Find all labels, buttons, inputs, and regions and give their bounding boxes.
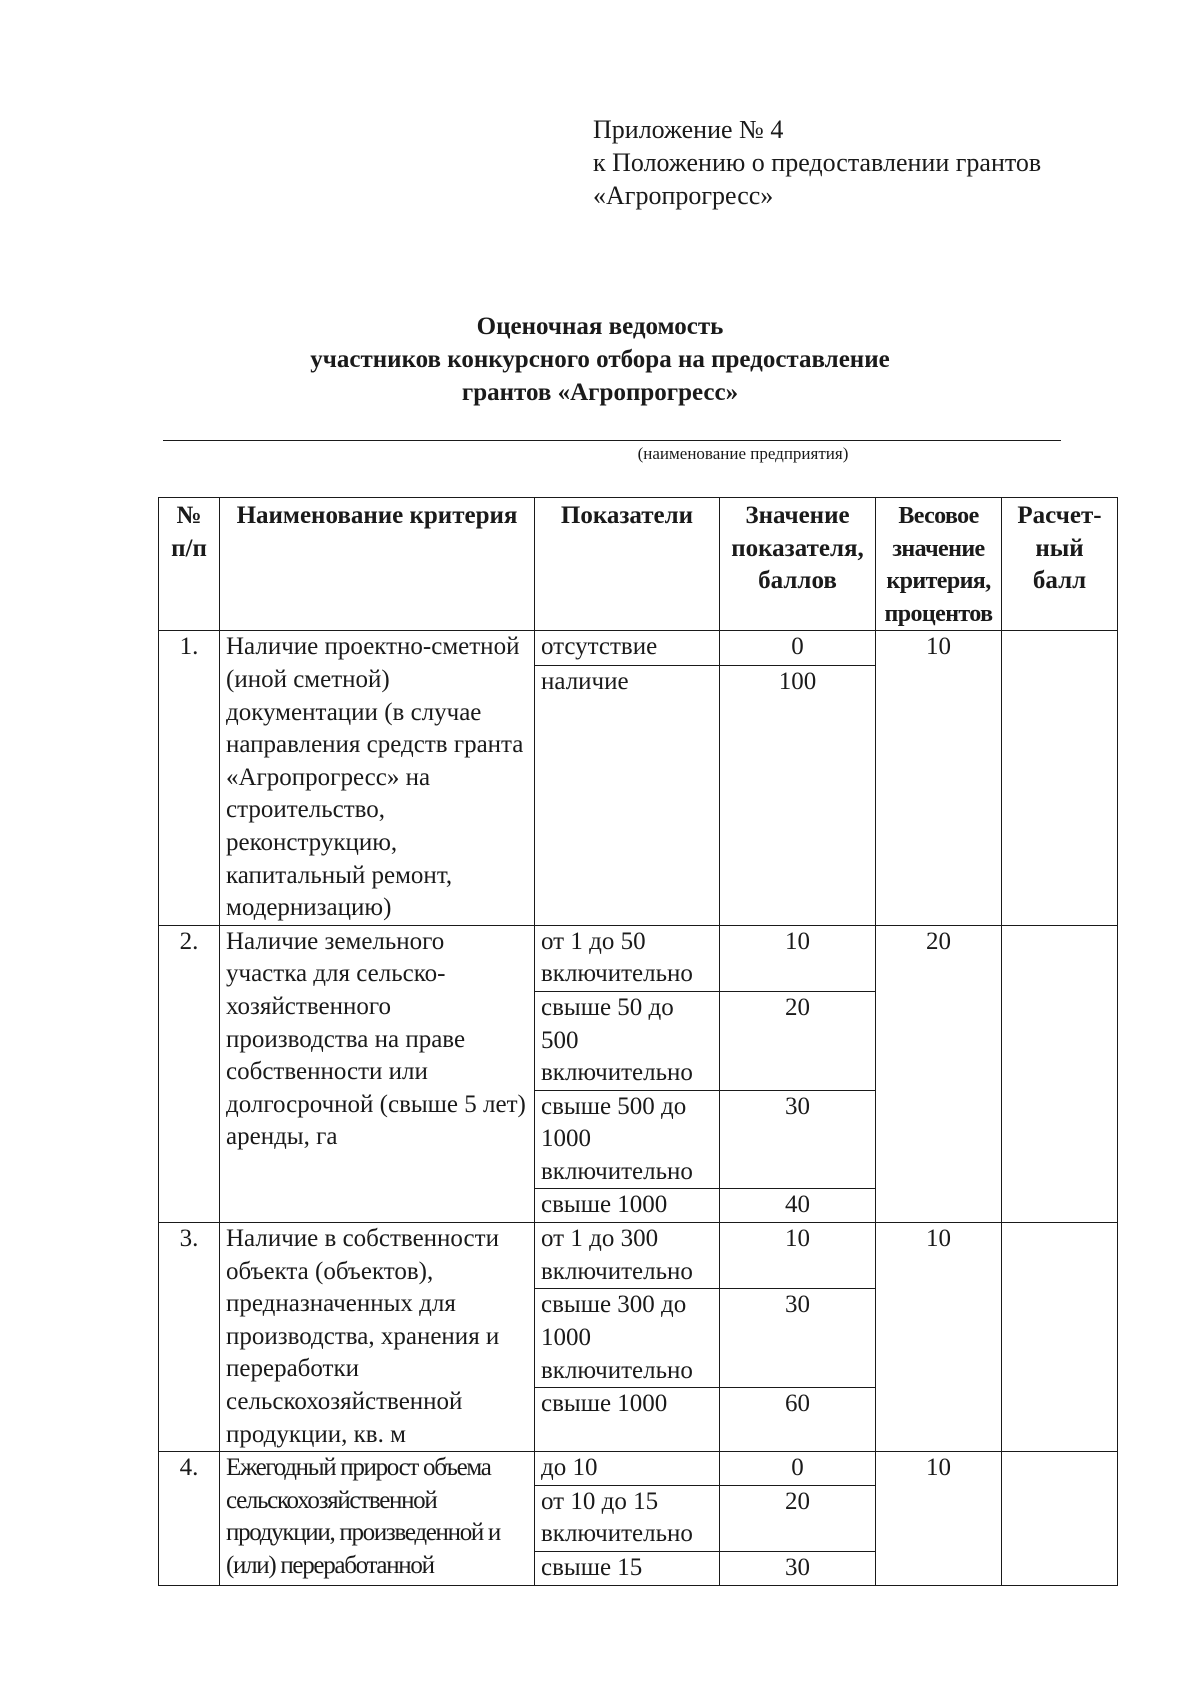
row-num: 1.	[159, 631, 220, 925]
row-num: 3.	[159, 1223, 220, 1452]
table-row	[159, 1223, 1118, 1289]
header-criterion: Наименование критерия	[220, 498, 535, 631]
row-score-cell[interactable]	[1002, 1223, 1118, 1452]
row-criterion: Наличие в собственности объекта (объектов), предназначенных для производства, хранения и переработки сельскохозяйственной продукции, кв. м	[220, 1223, 535, 1452]
table-row	[159, 631, 1118, 665]
indicator-value: 60	[720, 1388, 876, 1452]
row-score-cell[interactable]	[1002, 1452, 1118, 1585]
indicator-value: 10	[720, 925, 876, 991]
row-weight: 20	[876, 925, 1002, 1222]
enterprise-caption: (наименование предприятия)	[637, 444, 849, 463]
table-row	[159, 1452, 1118, 1486]
indicator-value: 0	[720, 1452, 876, 1486]
table-row	[159, 925, 1118, 991]
indicator-value: 20	[720, 1485, 876, 1551]
row-criterion: Наличие земельного участка для сельско-хозяйственного производства на праве собственности или долгосрочной (свыше 5 лет) аренды, га	[220, 925, 535, 1222]
appendix-number: Приложение № 4	[593, 115, 784, 144]
header-num: № п/п	[159, 498, 220, 631]
header-score: Расчет-ный балл	[1002, 498, 1118, 631]
indicator-value: 10	[720, 1223, 876, 1289]
assessment-table	[158, 497, 1118, 1586]
indicator-value: 100	[720, 665, 876, 925]
row-criterion: Ежегодный прирост объема сельскохозяйственной продукции, произведенной и (или) переработанной	[220, 1452, 535, 1585]
row-score-cell[interactable]	[1002, 925, 1118, 1222]
row-score-cell[interactable]	[1002, 631, 1118, 925]
header-value: Значение показателя, баллов	[720, 498, 876, 631]
title-line-2: участников конкурсного отбора на предоставление	[310, 346, 890, 373]
appendix-program: «Агропрогресс»	[593, 181, 774, 210]
indicator-value: 0	[720, 631, 876, 665]
indicator-label: от 1 до 50 включительно	[535, 925, 720, 991]
indicator-label: до 10	[535, 1452, 720, 1486]
header-weight: Весовое значение критерия, процентов	[876, 498, 1002, 631]
indicator-label: свыше 1000	[535, 1388, 720, 1452]
row-num: 4.	[159, 1452, 220, 1585]
header-row	[159, 498, 1118, 631]
indicator-value: 20	[720, 991, 876, 1090]
indicator-value: 30	[720, 1090, 876, 1189]
enterprise-name-line[interactable]	[163, 440, 1061, 441]
indicator-value: 40	[720, 1189, 876, 1223]
indicator-label: свыше 300 до 1000 включительно	[535, 1289, 720, 1388]
title-line-3: грантов «Агропрогресс»	[461, 379, 739, 406]
indicator-label: свыше 50 до 500 включительно	[535, 991, 720, 1090]
title-line-1: Оценочная ведомость	[476, 313, 724, 340]
indicator-label: от 1 до 300 включительно	[535, 1223, 720, 1289]
indicator-label: наличие	[535, 665, 720, 925]
indicator-label: свыше 15	[535, 1552, 720, 1586]
appendix-reference: к Положению о предоставлении грантов	[593, 148, 1042, 177]
indicator-value: 30	[720, 1289, 876, 1388]
row-criterion: Наличие проектно-сметной (иной сметной) документации (в случае направления средств гранта «Агропрогресс» на строительство, реконструкцию, капитальный ремонт, модернизацию)	[220, 631, 535, 925]
row-weight: 10	[876, 631, 1002, 925]
document-title	[0, 310, 1200, 409]
indicator-label: от 10 до 15 включительно	[535, 1485, 720, 1551]
indicator-value: 30	[720, 1552, 876, 1586]
header-indicators: Показатели	[535, 498, 720, 631]
row-num: 2.	[159, 925, 220, 1222]
row-weight: 10	[876, 1452, 1002, 1585]
enterprise-caption-wrap	[163, 444, 1200, 464]
indicator-label: свыше 1000	[535, 1189, 720, 1223]
indicator-label: свыше 500 до 1000 включительно	[535, 1090, 720, 1189]
indicator-label: отсутствие	[535, 631, 720, 665]
appendix-block	[593, 113, 1041, 212]
row-weight: 10	[876, 1223, 1002, 1452]
